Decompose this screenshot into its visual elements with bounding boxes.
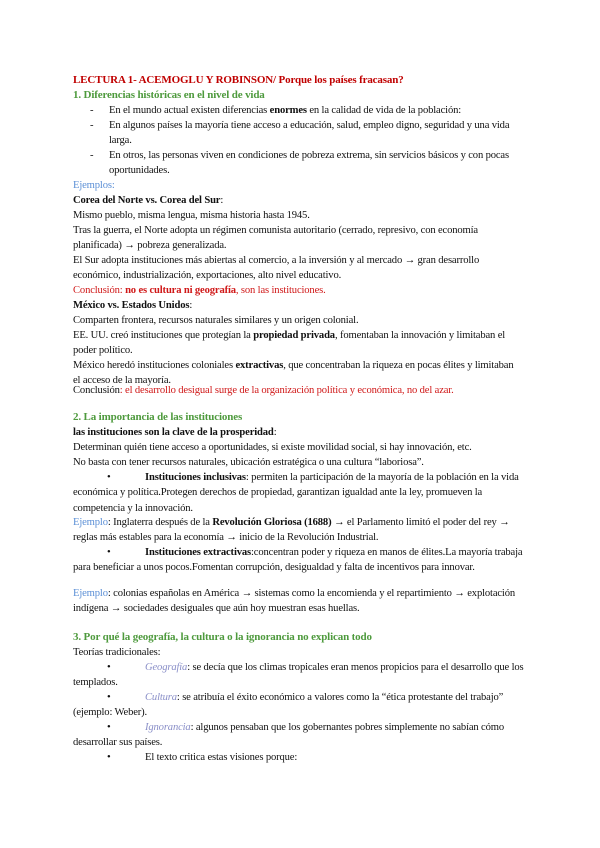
- paragraph: Comparten frontera, recursos naturales similares y un origen colonial.: [73, 315, 359, 326]
- bullet-ignorancia: • Ignorancia: algunos pensaban que los gobernantes pobres simplemente no sabían cómo desarrollar sus países.: [73, 722, 504, 749]
- paragraph: No basta con tener recursos naturales, ubicación estratégica o una cultura “laboriosa”.: [73, 457, 424, 468]
- bullet-marker: •: [107, 547, 111, 558]
- section-2-heading: 2. La importancia de las instituciones: [73, 411, 243, 423]
- subheading-mexico: México vs. Estados Unidos:: [73, 300, 193, 311]
- subheading-corea: Corea del Norte vs. Corea del Sur:: [73, 195, 224, 206]
- bullet-marker: •: [107, 752, 111, 763]
- list-item: - En algunos países la mayoría tiene acceso a educación, salud, empleo digno, seguridad y una vida larga.: [90, 120, 510, 147]
- bold-term: enormes: [269, 105, 307, 116]
- paragraph: El Sur adopta instituciones más abiertas al comercio, a la inversión y al mercado → gran desarrollo económico, industrialización, exportaciones, alto nivel educativo.: [73, 255, 480, 282]
- bullet-marker: •: [107, 692, 111, 703]
- example-inglaterra: Ejemplo: Inglaterra después de la Revolución Gloriosa (1688) → el Parlamento limitó el poder del rey → reglas más estables para la economía → inicio de la Revolución Industrial.: [73, 517, 510, 544]
- paragraph: Tras la guerra, el Norte adopta un régimen comunista autoritario (cerrado, represivo, con economía planificada) → pobreza generalizada.: [73, 225, 478, 252]
- example-colonias: Ejemplo: colonias españolas en América → sistemas como la encomienda y el repartimiento → explotación indígena → sociedades desiguales que aún hoy muestran esas huellas.: [73, 588, 516, 615]
- examples-label: Ejemplos:: [73, 180, 115, 191]
- paragraph: Mismo pueblo, misma lengua, misma historia hasta 1945.: [73, 210, 310, 221]
- subheading-instituciones: las instituciones son la clave de la prosperidad:: [73, 427, 277, 438]
- bullet-geografia: • Geografía: se decía que los climas tropicales eran menos propicios para el desarrollo que los templados.: [73, 662, 524, 689]
- bullet-cultura: • Cultura: se atribuía el éxito económico a valores como la “ética protestante del trabajo” (ejemplo: Weber).: [73, 692, 504, 719]
- bullet-marker: •: [107, 722, 111, 733]
- list-item: - En otros, las personas viven en condiciones de pobreza extrema, sin servicios básicos y con pocas oportunidades.: [90, 150, 509, 177]
- dash-marker: -: [90, 105, 94, 116]
- bullet-marker: •: [107, 662, 111, 673]
- bullet-extractivas: • Instituciones extractivas:concentran poder y riqueza en manos de élites.La mayoría trabaja para beneficiar a unos pocos.Fomentan corrupción, desigualdad y falta de incentivos para innovar.: [73, 547, 523, 574]
- dash-marker: -: [90, 120, 94, 131]
- conclusion-1: Conclusión: no es cultura ni geografía, son las instituciones.: [73, 285, 326, 296]
- section-1-heading: 1. Diferencias históricas en el nivel de vida: [73, 89, 265, 101]
- section-3-heading: 3. Por qué la geografía, la cultura o la ignorancia no explican todo: [73, 631, 372, 643]
- dash-marker: -: [90, 150, 94, 161]
- paragraph: México heredó instituciones coloniales extractivas, que concentraban la riqueza en pocas élites y limitaban el acceso de la mayoría.: [73, 360, 514, 387]
- paragraph: Teorías tradicionales:: [73, 647, 161, 658]
- paragraph: EE. UU. creó instituciones que protegían la propiedad privada, fomentaban la innovación y limitaban el poder político.: [73, 330, 506, 357]
- bullet-inclusivas: • Instituciones inclusivas: permiten la participación de la mayoría de la población en la vida económica y política.Protegen derechos de propiedad, garantizan igualdad ante la ley, promueven la competencia y la innovación.: [73, 472, 519, 514]
- bullet-critica: • El texto critica estas visiones porque:: [73, 750, 533, 765]
- paragraph: Determinan quién tiene acceso a oportunidades, si existe movilidad social, si hay innovación, etc.: [73, 442, 472, 453]
- document-title: LECTURA 1- ACEMOGLU Y ROBINSON/ Porque los países fracasan?: [73, 74, 404, 86]
- bullet-marker: •: [107, 472, 111, 483]
- list-item: - En el mundo actual existen diferencias enormes en la calidad de vida de la población:: [90, 103, 530, 118]
- conclusion-2: Conclusión: el desarrollo desigual surge de la organización política y económica, no del azar.: [73, 385, 454, 396]
